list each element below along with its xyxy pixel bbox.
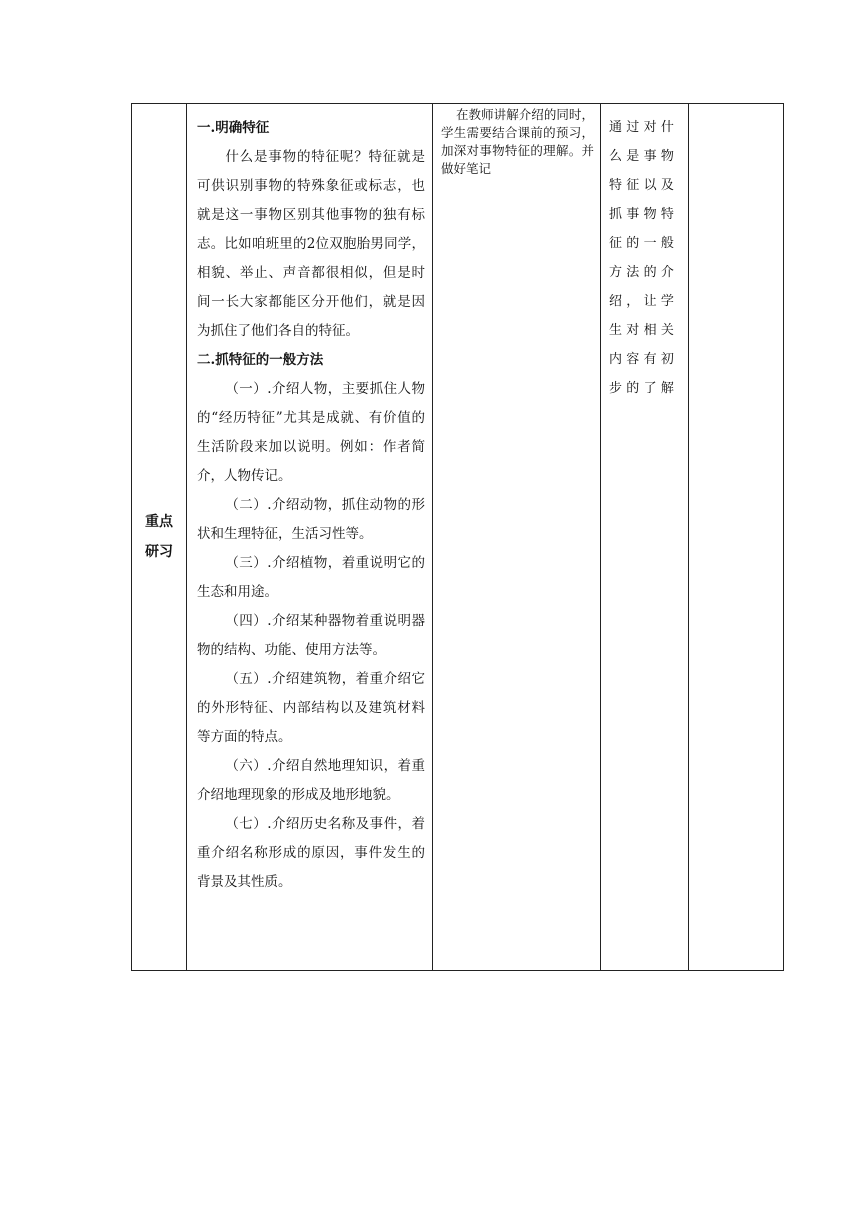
method-item: （七）.介绍历史名称及事件，着重介绍名称形成的原因，事件发生的背景及其性质。	[197, 816, 425, 890]
method-item: （三）.介绍植物，着重说明它的生态和用途。	[197, 555, 425, 600]
teaching-content-cell	[187, 104, 433, 971]
section-label-line: 研习	[145, 544, 173, 560]
design-purpose-text: 通过对什么是事物特征以及抓事物特征的一般方法的介绍，让学生对相关内容有初步的了解	[609, 120, 679, 396]
method-item: （五）.介绍建筑物，着重介绍它的外形特征、内部结构以及建筑材料等方面的特点。	[197, 671, 425, 745]
method-item: （二）.介绍动物，抓住动物的形状和生理特征，生活习性等。	[197, 497, 425, 542]
section-label-line: 重点	[145, 514, 173, 530]
section-heading: 二.抓特征的一般方法	[197, 352, 324, 368]
design-purpose-cell	[601, 104, 689, 971]
method-item: （一）.介绍人物，主要抓住人物的“经历特征”尤其是成就、有价值的生活阶段来加以说明。例如：作者简介，人物传记。	[197, 381, 425, 484]
table-row	[132, 104, 784, 971]
section-label-cell	[132, 104, 187, 971]
lesson-plan-table	[131, 103, 784, 971]
notes-cell	[689, 104, 784, 971]
method-item: （四）.介绍某种器物着重说明器物的结构、功能、使用方法等。	[197, 613, 425, 658]
student-activity-cell	[433, 104, 601, 971]
method-item: （六）.介绍自然地理知识，着重介绍地理现象的形成及地形地貌。	[197, 758, 425, 803]
student-activity-text: 在教师讲解介绍的同时，学生需要结合课前的预习，加深对事物特征的理解。并做好笔记	[441, 107, 594, 176]
paragraph: 什么是事物的特征呢？特征就是可供识别事物的特殊象征或标志，也就是这一事物区别其他事物的独有标志。比如咱班里的2位双胞胎男同学，相貌、举止、声音都很相似，但是时间一长大家都能区分开他们，就是因为抓住了他们各自的特征。	[197, 149, 425, 339]
section-heading: 一.明确特征	[197, 120, 270, 136]
